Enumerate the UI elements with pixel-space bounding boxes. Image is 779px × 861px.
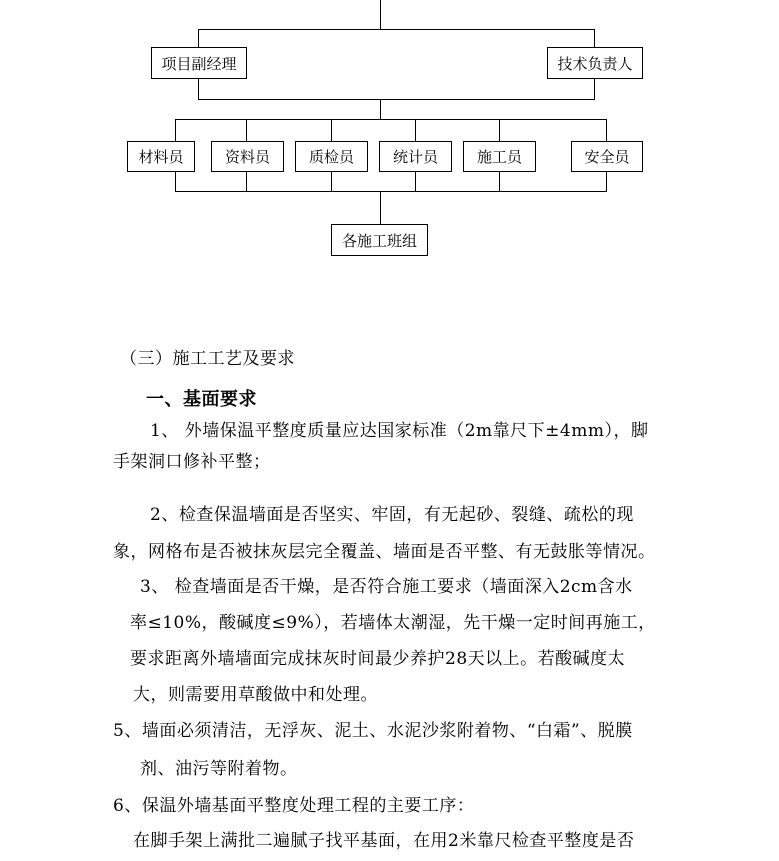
staff-box-documents: 资料员 <box>211 141 284 172</box>
paragraph-line: 1、 外墙保温平整度质量应达国家标准（2m靠尺下±4mm），脚 <box>150 421 649 441</box>
paragraph-line: 剂、油污等附着物。 <box>140 759 298 779</box>
org-chart <box>0 0 779 300</box>
connector-line <box>499 119 500 141</box>
subsection-heading: 一、基面要求 <box>146 389 257 410</box>
section-heading: （三）施工工艺及要求 <box>120 349 295 369</box>
staff-box-construction: 施工员 <box>463 141 536 172</box>
paragraph-line: 3、 检查墙面是否干燥，是否符合施工要求（墙面深入2cm含水 <box>140 577 633 597</box>
connector-line <box>331 171 332 192</box>
connector-line <box>175 119 607 120</box>
connector-line <box>380 0 381 30</box>
deputy-manager-box: 项目副经理 <box>151 47 247 79</box>
staff-box-safety: 安全员 <box>571 141 643 172</box>
paragraph-line: 大，则需要用草酸做中和处理。 <box>133 685 378 705</box>
connector-line <box>415 119 416 141</box>
technical-lead-box: 技术负责人 <box>547 47 643 79</box>
teams-box: 各施工班组 <box>331 224 428 256</box>
connector-line <box>246 171 247 192</box>
connector-line <box>198 99 595 100</box>
connector-line <box>198 29 199 49</box>
staff-box-materials: 材料员 <box>127 141 195 172</box>
connector-line <box>499 171 500 192</box>
connector-line <box>606 119 607 141</box>
paragraph-line: 象，网格布是否被抹灰层完全覆盖、墙面是否平整、有无鼓胀等情况。 <box>113 542 656 562</box>
connector-line <box>380 191 381 225</box>
paragraph-line: 率≤10%，酸碱度≤9%），若墙体太潮湿，先干燥一定时间再施工， <box>130 613 656 633</box>
connector-line <box>198 78 199 100</box>
paragraph-line: 在脚手架上满批二遍腻子找平基面，在用2米靠尺检查平整度是否 <box>133 831 635 851</box>
connector-line <box>175 191 607 192</box>
staff-box-quality: 质检员 <box>295 141 368 172</box>
paragraph-line: 2、检查保温墙面是否坚实、牢固，有无起砂、裂缝、疏松的现 <box>150 505 634 525</box>
connector-line <box>606 171 607 192</box>
staff-box-statistics: 统计员 <box>379 141 452 172</box>
connector-line <box>380 99 381 120</box>
paragraph-line: 要求距离外墙墙面完成抹灰时间最少养护28天以上。若酸碱度太 <box>130 649 626 669</box>
connector-line <box>594 29 595 49</box>
connector-line <box>175 119 176 141</box>
connector-line <box>246 119 247 141</box>
connector-line <box>198 29 595 30</box>
connector-line <box>594 78 595 100</box>
connector-line <box>175 171 176 192</box>
paragraph-line: 5、墙面必须清洁，无浮灰、泥土、水泥沙浆附着物、“白霜”、脱膜 <box>113 721 633 741</box>
connector-line <box>331 119 332 141</box>
connector-line <box>415 171 416 192</box>
paragraph-line: 手架洞口修补平整； <box>113 452 271 472</box>
paragraph-line: 6、保温外墙基面平整度处理工程的主要工序： <box>113 796 475 816</box>
